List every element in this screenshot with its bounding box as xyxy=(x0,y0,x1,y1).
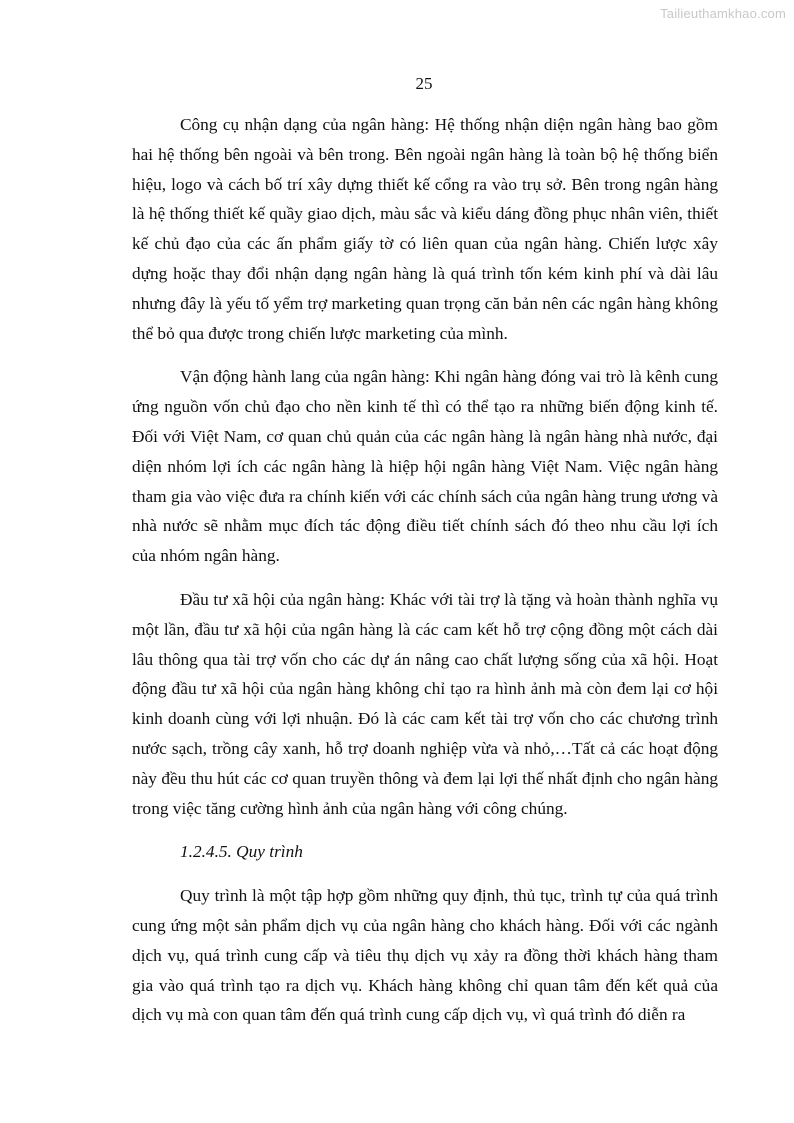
paragraph-process: Quy trình là một tập hợp gồm những quy định, thủ tục, trình tự của quá trình cung ứng một sản phẩm dịch vụ của ngân hàng cho khách hàng. Đối với các ngành dịch vụ, quá trình cung cấp và tiêu thụ dịch vụ xảy ra đồng thời khách hàng tham gia vào quá trình tạo ra dịch vụ. Khách hàng không chỉ quan tâm đến kết quả của dịch vụ mà con quan tâm đến quá trình cung cấp dịch vụ, vì quá trình đó diễn ra xyxy=(132,886,718,1025)
page-number: 25 xyxy=(415,74,433,93)
paragraph-brand-identity: Công cụ nhận dạng của ngân hàng: Hệ thống nhận diện ngân hàng bao gồm hai hệ thống bên ngoài và bên trong. Bên ngoài ngân hàng là toàn bộ hệ thống biển hiệu, logo và cách bố trí xây dựng thiết kế cổng ra vào trụ sở. Bên trong ngân hàng là hệ thống thiết kế quầy giao dịch, màu sắc và kiểu dáng đồng phục nhân viên, thiết kế chủ đạo của các ấn phẩm giấy tờ có liên quan của ngân hàng. Chiến lược xây dựng hoặc thay đổi nhận dạng ngân hàng là quá trình tốn kém kinh phí và dài lâu nhưng đây là yếu tố yểm trợ marketing quan trọng căn bản nên các ngân hàng không thể bỏ qua được trong chiến lược marketing của mình. xyxy=(132,115,718,343)
section-heading-process: 1.2.4.5. Quy trình xyxy=(180,842,303,862)
paragraph-lobbying: Vận động hành lang của ngân hàng: Khi ngân hàng đóng vai trò là kênh cung ứng nguồn vốn chủ đạo cho nền kinh tế thì có thể tạo ra những biến động kinh tế. Đối với Việt Nam, cơ quan chủ quản của các ngân hàng là ngân hàng nhà nước, đại diện nhóm lợi ích các ngân hàng là hiệp hội ngân hàng Việt Nam. Việc ngân hàng tham gia vào việc đưa ra chính kiến với các chính sách của ngân hàng trung ương và nhà nước sẽ nhằm mục đích tác động điều tiết chính sách đó theo nhu cầu lợi ích của nhóm ngân hàng. xyxy=(132,367,718,566)
watermark-text: Tailieuthamkhao.com xyxy=(660,6,786,21)
paragraph-social-investment: Đầu tư xã hội của ngân hàng: Khác với tài trợ là tặng và hoàn thành nghĩa vụ một lần, đầu tư xã hội của ngân hàng là các cam kết hỗ trợ cộng đồng một cách dài lâu thông qua tài trợ vốn cho các dự án nâng cao chất lượng sống của xã hội. Hoạt động đầu tư xã hội của ngân hàng không chỉ tạo ra hình ảnh mà còn đem lại cơ hội kinh doanh cùng với lợi nhuận. Đó là các cam kết tài trợ vốn cho các chương trình nước sạch, trồng cây xanh, hỗ trợ doanh nghiệp vừa và nhỏ,…Tất cả các hoạt động này đều thu hút các cơ quan truyền thông và đem lại lợi thế nhất định cho ngân hàng trong việc tăng cường hình ảnh của ngân hàng với công chúng. xyxy=(132,589,718,818)
document-body xyxy=(132,110,718,1044)
